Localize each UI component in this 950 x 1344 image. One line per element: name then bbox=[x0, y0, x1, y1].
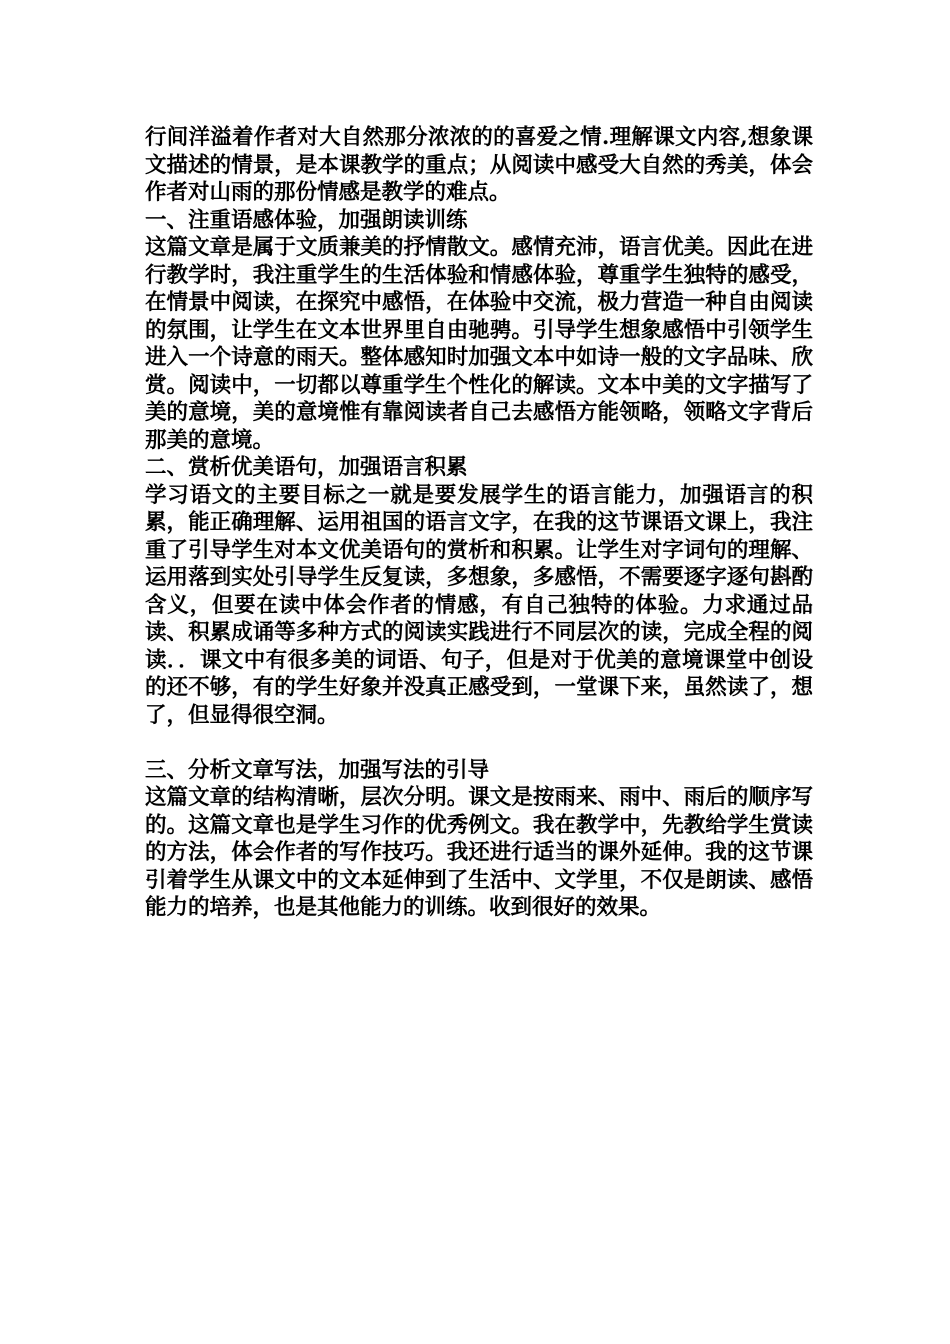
section-2-paragraph: 学习语文的主要目标之一就是要发展学生的语言能力，加强语言的积累，能正确理解、运用祖国的语言文字，在我的这节课语文课上，我注重了引导学生对本文优美语句的赏析和积累。让学生对字词句的理解、运用落到实处引导学生反复读，多想象，多感悟，不需要逐字逐句斟酌含义，但要在读中体会作者的情感，有自己独特的体验。力求通过品读、积累成诵等多种方式的阅读实践进行不同层次的读，完成全程的阅读．．课文中有很多美的词语、句子，但是对于优美的意境课堂中创设的还不够，有的学生好象并没真正感受到，一堂课下来，虽然读了，想了，但显得很空洞。 bbox=[145, 482, 813, 728]
section-3-paragraph: 这篇文章的结构清晰，层次分明。课文是按雨来、雨中、雨后的顺序写的。这篇文章也是学生习作的优秀例文。我在教学中，先教给学生赏读的方法，体会作者的写作技巧。我还进行适当的课外延伸。我的这节课引着学生从课文中的文本延伸到了生活中、文学里，不仅是朗读、感悟能力的培养，也是其他能力的训练。收到很好的效果。 bbox=[145, 785, 813, 920]
section-2-heading: 二、赏析优美语句，加强语言积累 bbox=[145, 455, 468, 480]
blank-line bbox=[145, 729, 813, 757]
section-1-paragraph: 这篇文章是属于文质兼美的抒情散文。感情充沛，语言优美。因此在进行教学时，我注重学生的生活体验和情感体验，尊重学生独特的感受，在情景中阅读，在探究中感悟，在体验中交流，极力营造一种自由阅读的氛围，让学生在文本世界里自由驰骋。引导学生想象感悟中引领学生进入一个诗意的雨天。整体感知时加强文本中如诗一般的文字品味、欣赏。阅读中，一切都以尊重学生个性化的解读。文本中美的文字描写了美的意境，美的意境惟有靠阅读者自己去感悟方能领略，领略文字背后那美的意境。 bbox=[145, 235, 813, 453]
document-body bbox=[145, 124, 813, 922]
section-1-heading: 一、注重语感体验，加强朗读训练 bbox=[145, 207, 468, 233]
section-3-heading: 三、分析文章写法，加强写法的引导 bbox=[145, 757, 490, 783]
intro-paragraph: 行间洋溢着作者对大自然那分浓浓的的喜爱之情.理解课文内容,想象课文描述的情景，是本课教学的重点；从阅读中感受大自然的秀美，体会作者对山雨的那份情感是教学的难点。 bbox=[145, 125, 813, 205]
